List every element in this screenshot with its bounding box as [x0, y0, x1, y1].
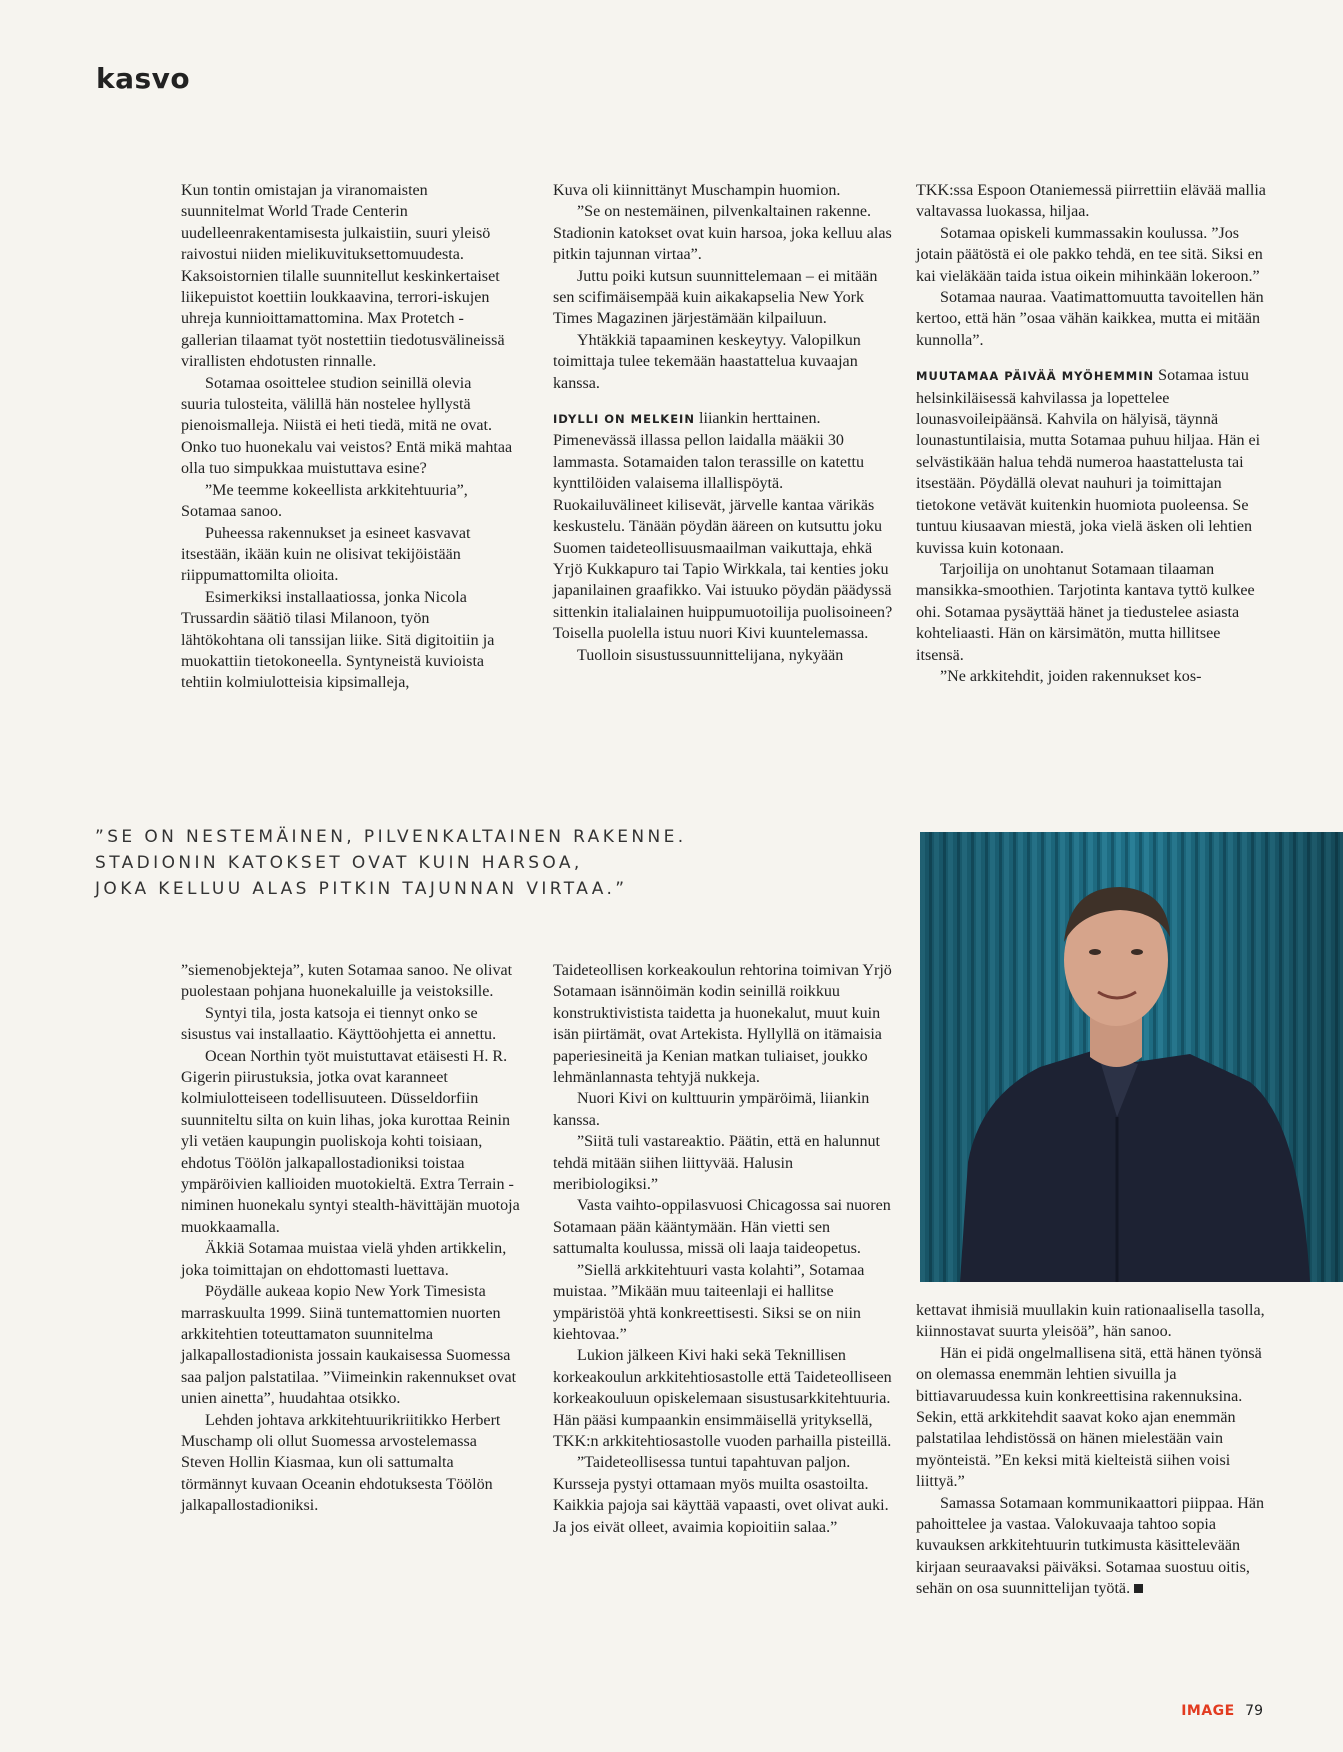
- paragraph: ”siemenobjekteja”, kuten Sotamaa sanoo. Ne olivat puolestaan pohjana huonekaluille ja veistoksille.: [181, 962, 513, 1001]
- paragraph: Tarjoilija on unohtanut Sotamaan tilaaman mansikka-smoothien. Tarjotinta kantava tyttö kulkee ohi. Sotamaa pysäyttää hänet ja tiedustelee asiasta kohteliaasti. Hän on kärsimätön, mutta hillitsee itsensä.: [916, 560, 1255, 664]
- magazine-name: IMAGE: [1181, 1703, 1235, 1719]
- page-footer: [1181, 1703, 1263, 1719]
- paragraph: Hän ei pidä ongelmallisena sitä, että hänen työnsä on olemassa enemmän lehtien sivuilla ja bittiavaruudessa kuin konkreettisina rakennuksina. Sekin, että arkkitehdit saavat koko ajan enemmän palstatilaa lehdistössä on hänen mielestään vain myönteistä. ”En keksi mitä kielteistä siihen voisi liittyä.”: [916, 1344, 1262, 1491]
- paragraph: ”Siitä tuli vastareaktio. Päätin, että en halunnut tehdä mitään siihen liittyvää. Halusin meribiologiksi.”: [553, 1133, 881, 1194]
- paragraph: Sotamaa osoittelee studion seinillä olevia suuria tulosteita, välillä hän nostelee hyllystä pienoismalleja. Niistä ei heti tiedä, mitä ne ovat. Onko tuo huonekalu vai veistos? Entä mikä mahtaa olla tuo simpukkaa muistuttava esine?: [181, 374, 513, 478]
- paragraph: Juttu poiki kutsun suunnittelemaan – ei mitään sen scifimäisempää kuin aikakapselia New York Times Magazinen järjestämään kilpailuun.: [553, 267, 878, 328]
- paragraph: Lehden johtava arkkitehtuurikriitikko Herbert Muschamp oli ollut Suomessa arvostelemassa Steven Hollin Kiasmaa, kun oli sattumalta törmännyt kuvaan Oceanin ehdotuksesta Töölön jalkapallostadioniksi.: [181, 1411, 501, 1515]
- paragraph: Äkkiä Sotamaa muistaa vielä yhden artikkelin, joka toimittajan on ehdottomasti luettava.: [181, 1240, 507, 1279]
- paragraph: Nuori Kivi on kulttuurin ympäröimä, liiankin kanssa.: [553, 1090, 870, 1129]
- paragraph: Taideteollisen korkeakoulun rehtorina toimivan Yrjö Sotamaan isännöimän kodin seinillä roikkuu konstruktivistista taidetta ja huonekalut, muut kuin isän piirtämät, ovat Artekista. Hyllyllä on itämaisia paperiesineitä ja Kenian matkan tuliaiset, joukko lehmänlannasta tehtyjä nukkeja.: [553, 962, 892, 1087]
- pull-quote-line: STADIONIN KATOKSET OVAT KUIN HARSOA,: [95, 853, 583, 873]
- paragraph: ”Ne arkkitehdit, joiden rakennukset kos-: [940, 667, 1202, 685]
- paragraph-text: Sotamaa istuu helsinkiläisessä kahvilassa ja lopettelee lounasvoileipäänsä. Kahvila on hälyisä, täynnä lounastuntilaisia, mutta Sotamaa puhuu hiljaa. Hän ei selvästikään halua tehdä numeroa haastattelusta tai itsestään. Pöydällä olevat nauhuri ja toimittajan tietokone vetävät kuitenkin huomiota puoleensa. Se tuntuu kiusaavan miestä, joka vielä äsken oli lehtien kuvissa kuin kotonaan.: [916, 367, 1261, 557]
- column-1-bottom: [181, 960, 523, 1517]
- paragraph: Esimerkiksi installaatiossa, jonka Nicola Trussardin säätiö tilasi Milanoon, työn lähtökohtana oli tanssijan liike. Sitä digitoitiin ja muokattiin tietokoneella. Syntyneistä kuvioista tehtiin kolmiulotteisia kipsimalleja,: [181, 588, 495, 692]
- paragraph-text: Samassa Sotamaan kommunikaattori piippaa. Hän pahoittelee ja vastaa. Valokuvaaja tahtoo sopia kuvauksen arkkitehtuurin tutkimusta käsittelevään kirjaan seuraavaksi päiväksi. Sotamaa suostuu oitis, sehän on osa suunnittelijan työtä.: [916, 1494, 1265, 1598]
- column-2-bottom: [553, 960, 893, 1538]
- paragraph: kettavat ihmisiä muullakin kuin rationaalisella tasolla, kiinnostavat suurta yleisöä”, hän sanoo.: [916, 1302, 1265, 1341]
- section-title: kasvo: [96, 62, 191, 95]
- paragraph: ”Se on nestemäinen, pilvenkaltainen rakenne. Stadionin katokset ovat kuin harsoa, joka kelluu alas pitkin tajunnan virtaa”.: [553, 203, 892, 264]
- portrait-illustration: [920, 832, 1343, 1282]
- column-3-top: [916, 180, 1266, 687]
- paragraph: ”Me teemme kokeellista arkkitehtuuria”, Sotamaa sanoo.: [181, 481, 468, 521]
- paragraph: Sotamaa opiskeli kummassakin koulussa. ”Jos jotain päätöstä ei ole pakko tehdä, en tee sitä. Siksi en kai vieläkään taida istua oikein mihinkään lokeroon.”: [916, 224, 1263, 285]
- paragraph: Kuva oli kiinnittänyt Muschampin huomion.: [553, 182, 841, 199]
- paragraph: Sotamaa nauraa. Vaatimattomuutta tavoitellen hän kertoo, että hän ”osaa vähän kaikkea, mutta ei mitään kunnolla”.: [916, 289, 1264, 349]
- paragraph: Puheessa rakennukset ja esineet kasvavat itsestään, ikään kuin ne olisivat tekijöistään riippumattomilta olioita.: [181, 524, 471, 585]
- paragraph: ”Taideteollisessa tuntui tapahtuvan paljon. Kursseja pystyi ottamaan myös muilta osastoilta. Kaikkia pajoja sai käyttää vapaasti, ovet olivat auki. Ja jos eivät olleet, avaimia kopioitiin salaa.”: [553, 1454, 889, 1536]
- paragraph: Ocean Northin työt muistuttavat etäisesti H. R. Gigerin piirustuksia, jotka ovat karanneet kolmiulotteiseen todellisuuteen. Düsseldorfiin suunniteltu silta on kuin lihas, joka kurottaa Reinin yli vetäen kaupungin puoliskoja kohti toisiaan, ehdotus Töölön jalkapallostadioniksi toistaa ympäröivien kallioiden muotokieltä. Extra Terrain -niminen huonekalu syntyi stealth-hävittäjän muotoja muokkaamalla.: [181, 1047, 520, 1236]
- paragraph: TKK:ssa Espoon Otaniemessä piirrettiin elävää mallia valtavassa luokassa, hiljaa.: [916, 182, 1266, 221]
- pull-quote-line: ”SE ON NESTEMÄINEN, PILVENKALTAINEN RAKENNE.: [95, 827, 687, 847]
- pull-quote: [95, 824, 795, 902]
- paragraph: [916, 365, 1266, 559]
- paragraph: [916, 1493, 1266, 1600]
- paragraph: ”Siellä arkkitehtuuri vasta kolahti”, Sotamaa muistaa. ”Mikään muu taiteenlaji ei hallitse ympäristöä yhtä konkreettisesti. Siksi se on niin kiehtovaa.”: [553, 1261, 865, 1343]
- column-2-top: [553, 180, 893, 666]
- lead-in: IDYLLI ON MELKEIN: [553, 412, 695, 427]
- column-1-top: [181, 180, 513, 694]
- page-number: 79: [1245, 1703, 1263, 1719]
- paragraph: Syntyi tila, josta katsoja ei tiennyt onko se sisustus vai installaatio. Käyttöohjetta ei annettu.: [181, 1004, 497, 1044]
- portrait-photo: [920, 832, 1343, 1282]
- paragraph: Kun tontin omistajan ja viranomaisten suunnitelmat World Trade Centerin uudelleenrakentamisesta julkaistiin, suuri yleisö raivostui niiden mielikuvituksettomuudesta. Kaksoistornien tilalle suunnitellut keskinkertaiset liikepuistot koettiin loukkaavina, terrori-iskujen uhreja kunnioittamattomina. Max Protetch -gallerian tilaamat työt nostettiin tiedotusvälineissä virallisten ehdotusten rinnalle.: [181, 182, 505, 371]
- column-3-bottom: [916, 1300, 1266, 1600]
- paragraph-text: liiankin herttainen. Pimenevässä illassa pellon laidalla määkii 30 lammasta. Sotamaiden talon terassille on katettu kynttilöiden valaisema illallispöytä. Ruokailuvälineet kilisevät, järvelle kantaa värikäs keskustelu. Tänään pöydän ääreen on kutsuttu joku Suomen taideteollisuusmaailman vaikuttaja, ehkä Yrjö Kukkapuro tai Tapio Wirkkala, tai kenties joku japanilainen graafikko. Vai istuuko pöydän päädyssä sittenkin italialainen huippumuotoilija puolisoineen? Toisella puolella istuu nuori Kivi kuuntelemassa.: [553, 410, 893, 643]
- paragraph: Pöydälle aukeaa kopio New York Timesista marraskuulta 1999. Siinä tuntemattomien nuorten arkkitehtien toteuttamaton suunnitelma jalkapallostadionista jossain kaukaisessa Suomessa saa paljon palstatilaa. ”Viimeinkin rakennukset ovat unien ainetta”, huudahtaa otsikko.: [181, 1283, 517, 1408]
- paragraph: Vasta vaihto-oppilasvuosi Chicagossa sai nuoren Sotamaan pään kääntymään. Hän vietti sen sattumalta koulussa, missä oli laaja taideopetus.: [553, 1197, 891, 1258]
- paragraph: [553, 408, 893, 644]
- paragraph: Yhtäkkiä tapaaminen keskeytyy. Valopilkun toimittaja tulee tekemään haastattelua kuvaajan kanssa.: [553, 331, 861, 392]
- paragraph: Tuolloin sisustussuunnittelijana, nykyään: [577, 646, 844, 664]
- paragraph: Lukion jälkeen Kivi haki sekä Teknillisen korkeakoulun arkkitehtiosastolle että Taideteolliseen korkeakouluun opiskelemaan sisustusarkkitehtuuria. Hän pääsi kumpaankin ensimmäisellä yrityksellä, TKK:n arkkitehtiosastolle vuoden parhailla pisteillä.: [553, 1347, 892, 1450]
- pull-quote-line: JOKA KELLUU ALAS PITKIN TAJUNNAN VIRTAA.”: [95, 879, 628, 899]
- end-mark-icon: [1134, 1584, 1143, 1593]
- lead-in: MUUTAMAA PÄIVÄÄ MYÖHEMMIN: [916, 369, 1155, 384]
